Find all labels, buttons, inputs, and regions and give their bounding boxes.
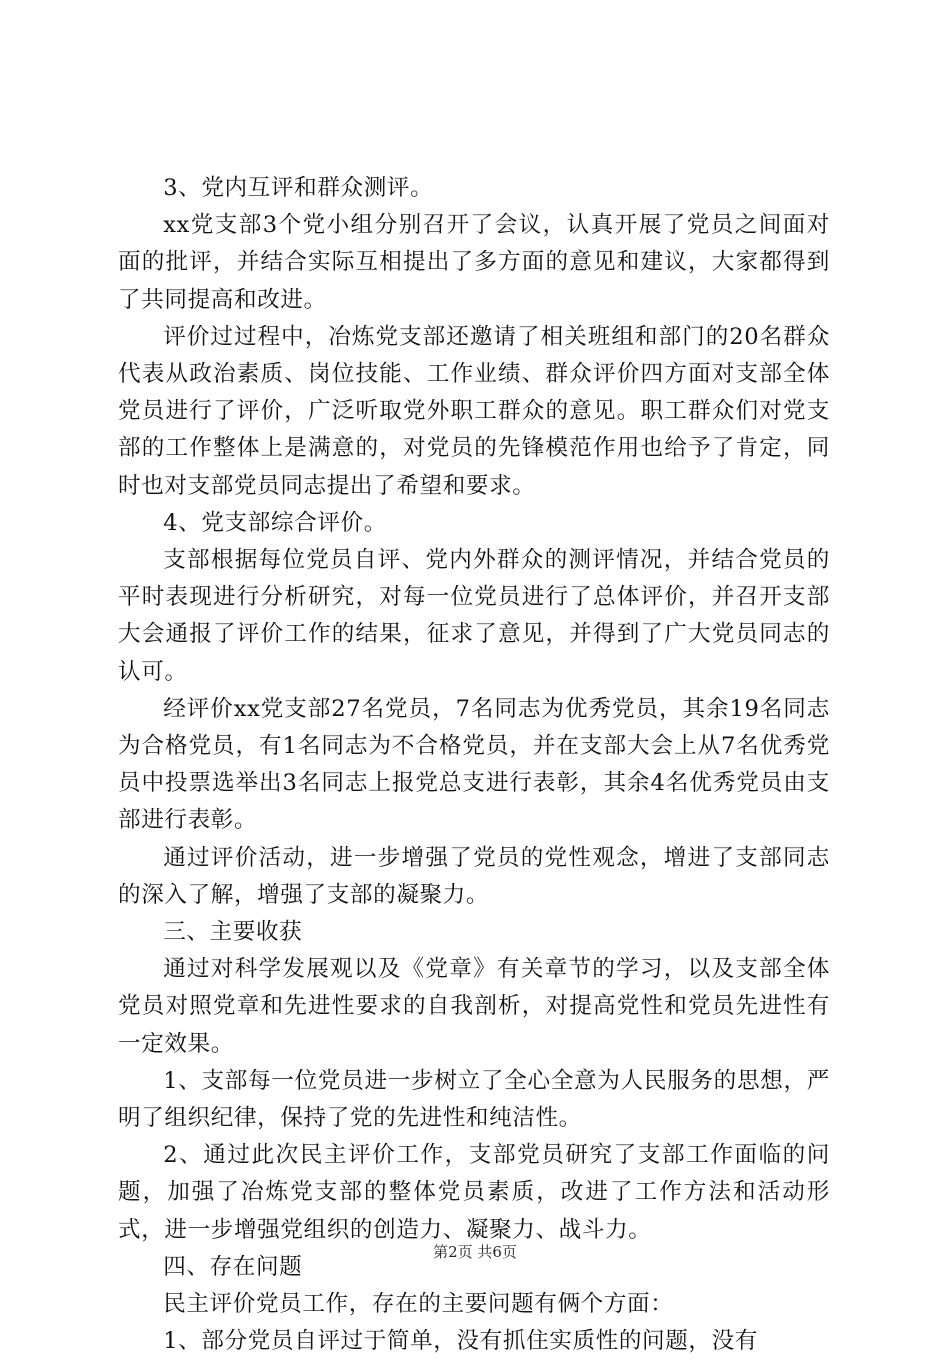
section-heading-comprehensive-evaluation: 4、党支部综合评价。: [163, 509, 387, 536]
paragraph-gain-two: 2、通过此次民主评价工作，支部党员研究了支部工作面临的问题，加强了冶炼党支部的整体党员素质，改进了工作方法和活动形式，进一步增强党组织的创造力、凝聚力、战斗力。: [118, 1142, 830, 1243]
section-heading-existing-problems: 四、存在问题: [163, 1253, 303, 1280]
paragraph-study-effect: 通过对科学发展观以及《党章》有关章节的学习，以及支部全体党员对照党章和先进性要求的自我剖析，对提高党性和党员先进性有一定效果。: [118, 956, 830, 1057]
paragraph-mass-evaluation: 评价过过程中，冶炼党支部还邀请了相关班组和部门的20名群众代表从政治素质、岗位技能、工作业绩、群众评价四方面对支部全体党员进行了评价，广泛听取党外职工群众的意见。职工群众们对党支部的工作整体上是满意的，对党员的先锋模范作用也给予了肯定，同时也对支部党员同志提出了希望和要求。: [118, 323, 830, 499]
page-footer: 第2页 共6页: [433, 1243, 517, 1261]
paragraph-evaluation-effect: 通过评价活动，进一步增强了党员的党性观念，增进了支部同志的深入了解，增强了支部的凝聚力。: [118, 844, 830, 908]
paragraph-evaluation-results: 经评价xx党支部27名党员，7名同志为优秀党员，其余19名同志为合格党员，有1名同志为不合格党员，并在支部大会上从7名优秀党员中投票选举出3名同志上报党总支进行表彰，其余4名优秀党员由支部进行表彰。: [118, 695, 830, 834]
paragraph-problems-intro: 民主评价党员工作，存在的主要问题有俩个方面：: [163, 1291, 674, 1318]
paragraph-branch-evaluation: 支部根据每位党员自评、党内外群众的测评情况，并结合党员的平时表现进行分析研究，对每一位党员进行了总体评价，并召开支部大会通报了评价工作的结果，征求了意见，并得到了广大党员同志的认可。: [118, 547, 830, 685]
paragraph-problem-one: 1、部分党员自评过于简单，没有抓住实质性的问题，没有: [163, 1328, 759, 1355]
document-body: [118, 170, 830, 1361]
paragraph-party-groups: xx党支部3个党小组分别召开了会议，认真开展了党员之间面对面的批评，并结合实际互相提出了多方面的意见和建议，大家都得到了共同提高和改进。: [118, 212, 830, 313]
section-heading-main-gains: 三、主要收获: [163, 919, 303, 946]
paragraph-gain-one: 1、支部每一位党员进一步树立了全心全意为人民服务的思想，严明了组织纪律，保持了党的先进性和纯洁性。: [118, 1067, 830, 1132]
section-heading-mutual-evaluation: 3、党内互评和群众测评。: [163, 175, 434, 201]
